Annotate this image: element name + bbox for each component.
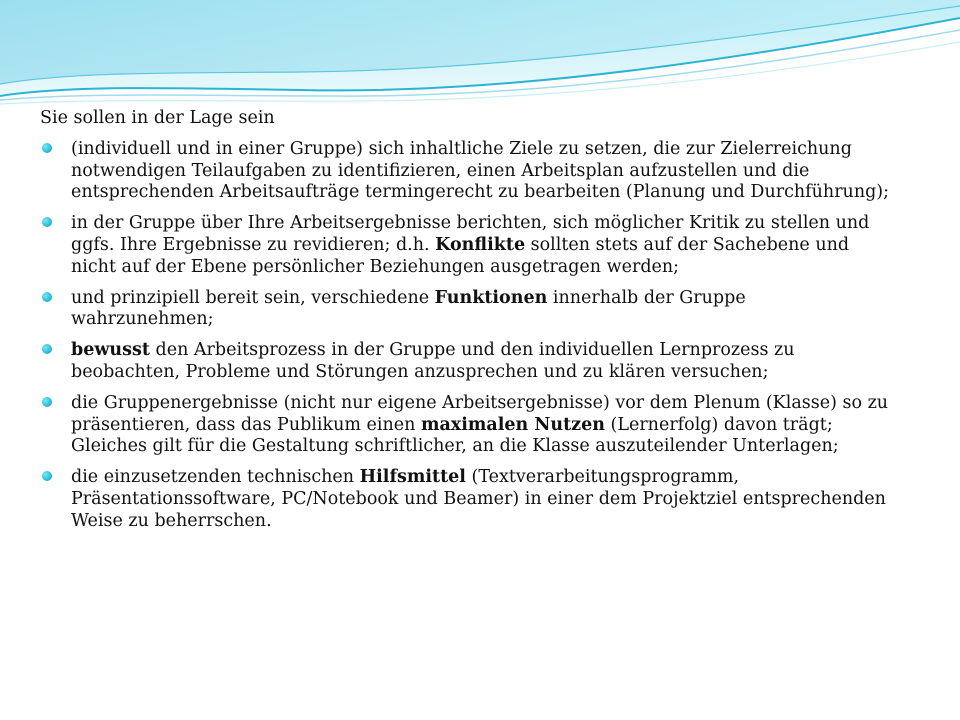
objective-item	[40, 139, 890, 204]
objective-item	[40, 467, 890, 532]
bold-keyword: maximalen Nutzen	[420, 414, 605, 435]
objective-item	[40, 340, 890, 384]
bullet-dot-icon	[42, 344, 52, 354]
bold-keyword: bewusst	[71, 340, 150, 361]
bullet-dot-icon	[42, 397, 52, 407]
bold-keyword: Funktionen	[434, 287, 548, 308]
intro-text: Sie sollen in der Lage sein	[40, 108, 275, 128]
objective-text: in der Gruppe über Ihre Arbeitsergebnisse berichten, sich möglicher Kritik zu stellen und ggfs. Ihre Ergebnisse zu revidieren; d.h. Konflikte sollten stets auf der Sachebene und nicht auf der Ebene persönlicher Beziehungen ausgetragen werden;	[71, 213, 870, 277]
objective-text: und prinzipiell bereit sein, verschiedene Funktionen innerhalb der Gruppe wahrzunehmen;	[71, 287, 746, 330]
objective-item	[40, 213, 890, 278]
bullet-dot-icon	[42, 217, 52, 227]
objective-text: die einzusetzenden technischen Hilfsmittel (Textverarbeitungsprogramm, Präsentationssoftware, PC/Notebook und Beamer) in einer dem Projektziel entsprechenden Weise zu beherrschen.	[71, 467, 886, 531]
header-wave-decoration	[0, 0, 960, 120]
objective-item	[40, 393, 890, 458]
bullet-dot-icon	[42, 471, 52, 481]
objective-text: die Gruppenergebnisse (nicht nur eigene Arbeitsergebnisse) vor dem Plenum (Klasse) so zu präsentieren, dass das Publikum einen maximalen Nutzen (Lernerfolg) davon trägt; Gleiches gilt für die Gestaltung schriftlicher, an die Klasse auszuteilender Unterlagen;	[71, 392, 889, 457]
objectives-list	[40, 139, 890, 533]
bullet-dot-icon	[42, 292, 52, 302]
bold-keyword: Konflikte	[435, 234, 526, 255]
bullet-dot-icon	[42, 143, 52, 153]
objective-item	[40, 288, 890, 332]
objective-text: (individuell und in einer Gruppe) sich inhaltliche Ziele zu setzen, die zur Zielerreichung notwendigen Teilaufgaben zu identifizieren, einen Arbeitsplan aufzustellen und die entsprechenden Arbeitsaufträge termingerecht zu bearbeiten (Planung und Durchführung);	[71, 138, 890, 203]
bold-keyword: Hilfsmittel	[359, 467, 466, 488]
slide-content	[40, 108, 890, 542]
objective-text: bewusst den Arbeitsprozess in der Gruppe und den individuellen Lernprozess zu beobachten, Probleme und Störungen anzusprechen und zu klären versuchen;	[71, 340, 795, 382]
